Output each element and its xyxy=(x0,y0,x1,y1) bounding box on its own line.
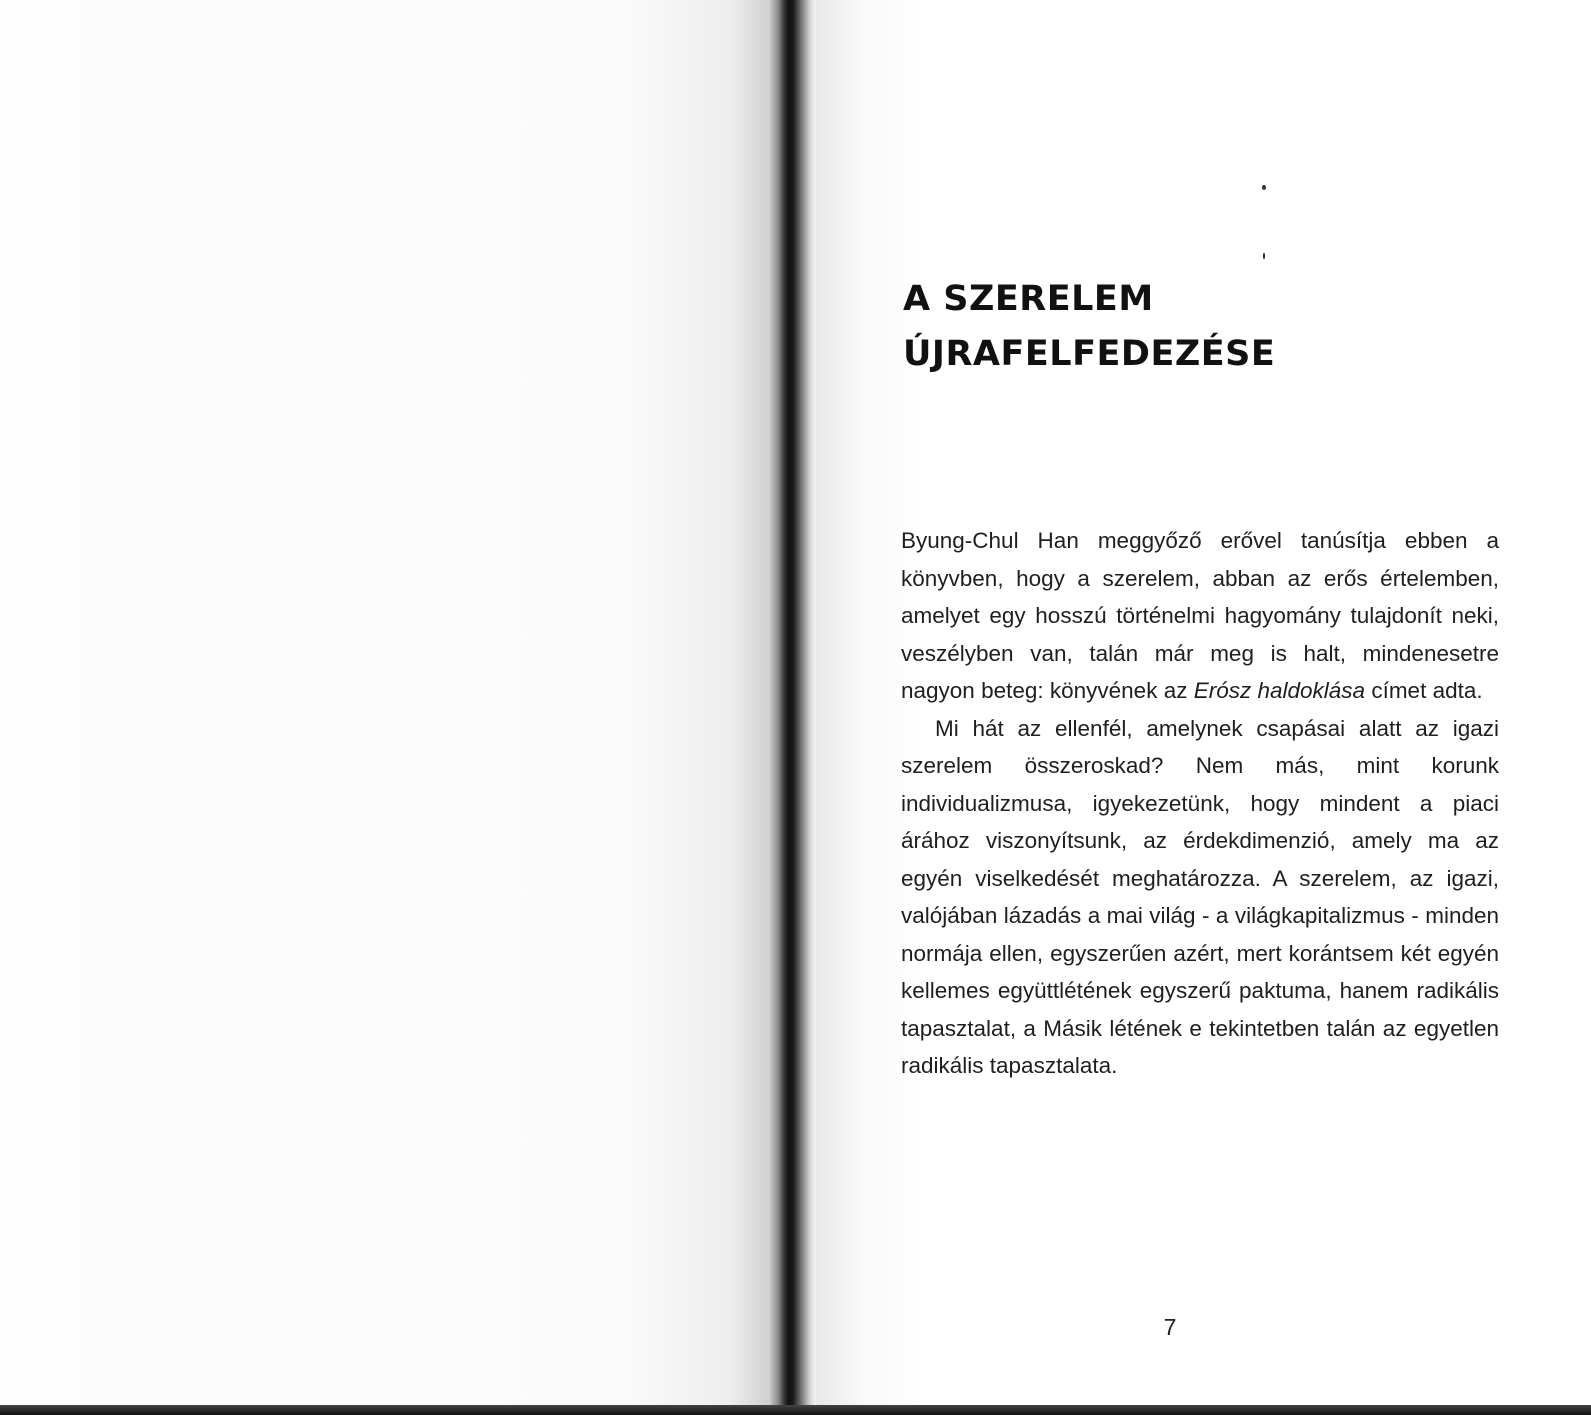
speck-dot xyxy=(1262,185,1266,190)
left-page-blank xyxy=(0,0,770,1410)
chapter-title-line-1: A SZERELEM xyxy=(903,279,1154,319)
speck-mark xyxy=(1263,253,1265,259)
paragraph-1-end: címet adta. xyxy=(1365,678,1483,703)
body-text xyxy=(901,522,1499,1085)
book-title-italic: Erósz haldoklása xyxy=(1193,678,1366,703)
page-number: 7 xyxy=(1163,1314,1177,1340)
paragraph-2: Mi hát az ellenfél, amelynek csapásai alatt az igazi szerelem összeroskad? Nem más, mint korunk individualizmusa, igyekezetünk, hogy mindent a piaci árához viszonyítsunk, az érdekdimenzió, amely ma az egyén viselkedését meghatározza. A szerelem, az igazi, valójában lázadás a mai világ - a világkapitalizmus - minden normája ellen, egyszerűen azért, mert korántsem két egyén kellemes együttlétének egyszerű paktuma, hanem radikális tapasztalat, a Másik létének e tekintetben talán az egyetlen radikális tapasztalata. xyxy=(901,715,1499,1078)
chapter-title xyxy=(903,272,1503,382)
book-gutter xyxy=(770,0,816,1410)
chapter-title-line-2: ÚJRAFELFEDEZÉSE xyxy=(903,334,1276,374)
paper-specks xyxy=(1262,185,1272,265)
paragraph-1-text: Byung-Chul Han meggyőző erővel tanúsítja ebben a könyvben, hogy a szerelem, abban az erős értelemben, amelyet egy hosszú történelmi hagyomány tulajdonít neki, veszélyben van, talán már meg is halt, mindenesetre nagyon beteg: könyvének az xyxy=(901,528,1499,703)
paragraph-1 xyxy=(901,522,1499,710)
scan-bottom-edge xyxy=(0,1405,1591,1415)
